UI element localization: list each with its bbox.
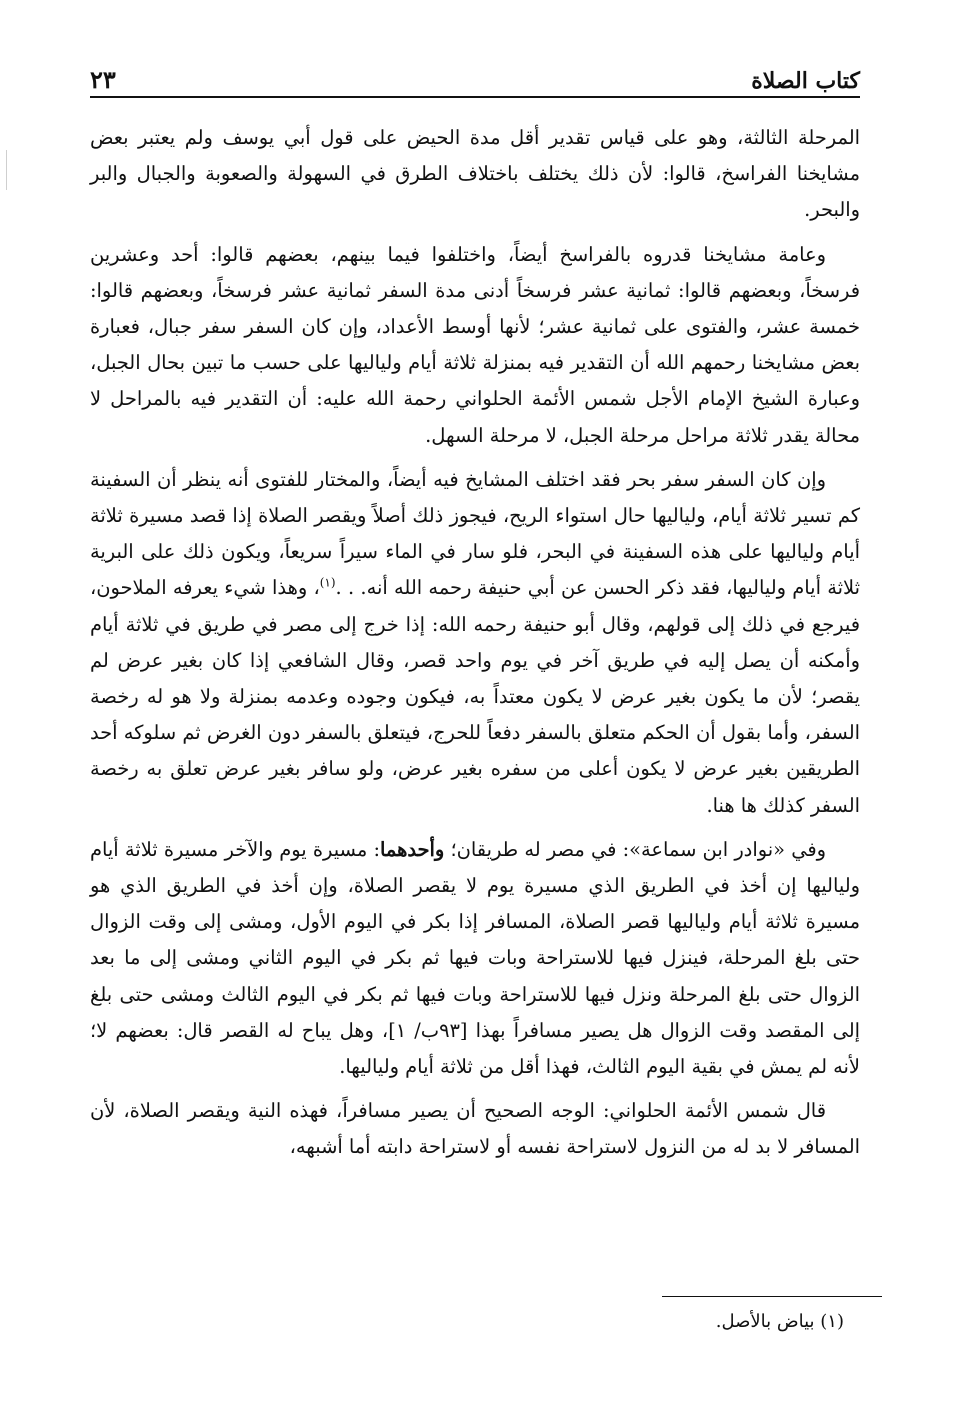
paragraph-4 <box>90 832 860 1085</box>
scan-margin-mark <box>6 150 7 190</box>
paragraph-5: قال شمس الأئمة الحلواني: الوجه الصحيح أن يصير مسافراً، فهذه النية ويقصر الصلاة، لأن المسافر لا بد له من النزول لاستراحة نفسه أو لاستراحة دابته أما أشبهه، <box>90 1099 860 1159</box>
paragraph-4-bold-term: وأحدهما <box>379 837 445 861</box>
footnote-number: (١) <box>820 1311 844 1332</box>
footnote-separator <box>662 1296 882 1297</box>
chapter-title: كتاب الصلاة <box>751 68 860 94</box>
page-body <box>90 120 860 1166</box>
footnote-text: بياض بالأصل. <box>715 1311 815 1332</box>
paragraph-3 <box>90 462 860 824</box>
paragraph-4-part-2: : مسيرة يوم والآخر مسيرة ثلاثة أيام ولياليها إن أخذ في الطريق الذي مسيرة يوم لا يقصر الصلاة، وإن أخذ في الطريق الذي هو مسيرة ثلاثة أيام ولياليها قصر الصلاة، المسافر إذا بكر في اليوم الأول، ومشى إلى وقت الزوال حتى بلغ المرحلة، فينزل فيها للاستراحة وبات فيها ثم بكر في اليوم الثاني ومشى إلى ما بعد الزوال حتى بلغ المرحلة ونزل فيها للاستراحة وبات فيها ثم بكر في اليوم الثالث ومشى حتى بلغ إلى المقصد وقت الزوال هل يصير مسافراً بهذا [٩٣ب/ ١]، وهل يباح له القصر قال: بعضهم لا؛ لأنه لم يمش في بقية اليوم الثالث، فهذا أقل من ثلاثة أيام ولياليها. <box>90 837 861 1079</box>
footnote-reference[interactable]: (١) <box>319 575 336 590</box>
paragraph-4-part-1: وفي «نوادر ابن سماعة»: في مصر له طريقان؛ <box>444 837 826 861</box>
paragraph-2: وعامة مشايخنا قدروه بالفراسخ أيضاً، واختلفوا فيما بينهم، بعضهم قالوا: أحد وعشرين فرسخاً، وبعضهم قالوا: ثمانية عشر فرسخاً أدنى مدة السفر ثمانية عشر فرسخاً، وبعضهم قالوا: خمسة عشر، والفتوى على ثمانية عشر؛ لأنها أوسط الأعداد، وإن كان السفر سفر جبال، فعبارة بعض مشايخنا رحمهم الله أن التقدير فيه بمنزلة ثلاثة أيام ولياليها على حسب ما تبين بحال الجبل، وعبارة الشيخ الإمام الأجل شمس الأئمة الحلواني رحمة الله عليه: أن التقدير فيه بالمراحل لا محالة يقدر ثلاثة مراحل مرحلة الجبل، لا مرحلة السهل. <box>90 242 860 447</box>
book-page <box>90 58 860 1174</box>
page-number: ٢٣ <box>90 65 116 94</box>
paragraph-1: المرحلة الثالثة، وهو على قياس تقدير أقل مدة الحيض على قول أبي يوسف ولم يعتبر بعض مشايخنا الفراسخ، قالوا: لأن ذلك يختلف باختلاف الطرق في السهولة والصعوبة والجبال والبر والبحر. <box>90 126 860 222</box>
paragraph-3-part-2: ، وهذا شيء يعرفه الملاحون، فيرجع في ذلك إلى قولهم، وقال أبو حنيفة رحمه الله: إذا خرج إلى مصر في طريق في ثلاثة أيام وأمكنه أن يصل إليه في طريق آخر في يوم واحد قصر، وقال الشافعي إذا كان بغير عرض لم يقصر؛ لأن ما يكون بغير عرض لا يكون معتداً به، فيكون وجوده وعدمه بمنزلة ولا هو له رخصة السفر، وأما بقول أن الحكم متعلق بالسفر دفعاً للحرج، فيتعلق بالسفر دون الغرض ثم سلوكه أحد الطريقين بغير عرض لا يكون أعلى من سفره بغير عرض، ولو سافر بغير عرض تعلق به رخصة السفر كذلك ها هنا. <box>90 576 860 817</box>
page-header <box>90 58 860 98</box>
paragraph-3-part-1: وإن كان السفر سفر بحر فقد اختلف المشايخ فيه أيضاً، والمختار للفتوى أنه ينظر أن السفينة كم تسير ثلاثة أيام، ولياليها حال استواء الريح، فيجوز ذلك أصلاً ويقصر الصلاة إذا قصد مسيرة ثلاثة أيام ولياليها على هذه السفينة في البحر، فلو سار في الماء سيراً سريعاً، ويكون ذلك على البرية ثلاثة أيام ولياليها، فقد ذكر الحسن عن أبي حنيفة رحمه الله أنه. . . <box>90 467 860 600</box>
footnote <box>716 1308 844 1336</box>
